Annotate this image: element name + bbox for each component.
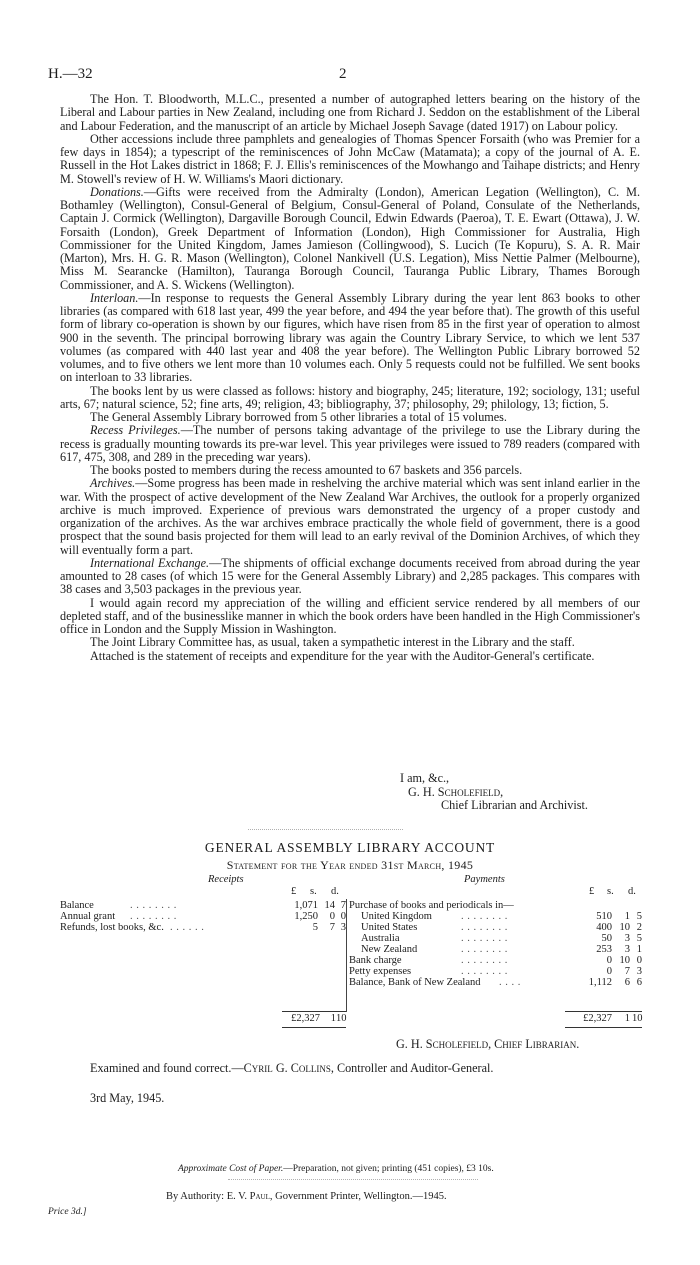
paragraph-lead: Interloan. bbox=[90, 290, 139, 305]
paragraph-text: I would again record my appreciation of the willing and efficient service rendered by all members of our depleted staff, and of the businesslike manner in which the book orders have been handled in the High Commissioner's office in London and the Supply Mission in Washington. bbox=[60, 595, 640, 636]
audit-lead: Examined and found correct.— bbox=[90, 1061, 244, 1075]
payment-row bbox=[349, 977, 642, 988]
shillings-value: 7 bbox=[329, 922, 335, 933]
signatory-title: Chief Librarian and Archivist. bbox=[441, 798, 588, 812]
total-shillings: 1 bbox=[330, 1013, 336, 1024]
payment-label: Australia bbox=[361, 933, 400, 944]
leader-dots: . . . . . . . . bbox=[130, 900, 177, 911]
shillings-value: 10 bbox=[619, 922, 630, 933]
body-paragraph bbox=[60, 477, 640, 557]
payment-row bbox=[349, 911, 642, 922]
payments-total bbox=[565, 1013, 642, 1025]
payments-total-underline bbox=[565, 1027, 642, 1028]
total-pence: 10 bbox=[336, 1013, 347, 1024]
paragraph-text: Other accessions include three pamphlets and genealogies of Thomas Spencer Forsaith (who was Premier for a few days in 1854); a typescript of the reminiscences of John McCaw (Matamata); a copy of the journal of A. E. Russell in the Hot Lakes district in 1868; F. J. Ellis's reminiscences of the Mowhango and Taihape districts; and Henry M. Stowell's review of H. W. Williams's Maori dictionary. bbox=[60, 131, 640, 186]
receipt-label: Balance bbox=[60, 900, 94, 911]
pence-value: 5 bbox=[636, 933, 642, 944]
pounds-value: 1,250 bbox=[294, 911, 318, 922]
pounds-heading: £ bbox=[291, 886, 297, 897]
payments-heading: Payments bbox=[464, 874, 505, 885]
receipt-row bbox=[60, 911, 346, 922]
audit-certificate bbox=[90, 1062, 493, 1075]
leader-dots: . . . . . . . . bbox=[461, 944, 508, 955]
body-paragraph bbox=[60, 411, 640, 424]
column-divider bbox=[346, 899, 347, 1012]
cost-note-lead: Approximate Cost of Paper. bbox=[178, 1164, 284, 1174]
payment-row bbox=[349, 944, 642, 955]
auditor-name: Cyril G. Collins bbox=[243, 1061, 331, 1075]
pence-value: 7 bbox=[340, 900, 346, 911]
paragraph-text: —Some progress has been made in reshelving the archive material which was sent inland earlier in the war. With the prospect of active development of the New Zealand War Archives, the outlook for a properly organized archive is much improved. Experience of previous wars demonstrated the urgency of a proper custody and organization of the archives. As the war archives embrace practically the whole field of government, there is a good prospect that the sound basis projected for them will lead to an early revival of the Dominion Archives, of which they will eventually form a part. bbox=[60, 476, 640, 557]
printer-name: E. V. Paul bbox=[226, 1191, 270, 1202]
shillings-value: 3 bbox=[624, 944, 630, 955]
imprint bbox=[166, 1191, 447, 1202]
paragraph-text: —In response to requests the General Assembly Library during the year lent 863 books to other libraries (as compared with 618 last year, 499 the year before, and 494 the year before that). The growth of this useful form of library co-operation is shown by our figures, which have risen from 85 in the first year of operation to almost 900 in the seventh. The principal borrowing library was again the Country Library Service, to which we lent 537 volumes (as compared with 440 last year and 408 the year before). The Wellington Public Library borrowed 52 volumes, and to five others we lent more than 10 volumes each. Only 5 requests could not be fulfilled. We sent books on interloan to 33 libraries. bbox=[60, 290, 640, 385]
body-paragraph bbox=[60, 464, 640, 477]
body-paragraph bbox=[60, 597, 640, 637]
body-paragraph bbox=[60, 93, 640, 133]
price: Price 3d.] bbox=[48, 1207, 87, 1217]
payments-total-rule bbox=[565, 1011, 642, 1012]
account-signature: G. H. Scholefield, Chief Librarian. bbox=[396, 1037, 580, 1051]
body-paragraph bbox=[60, 424, 640, 464]
pence-value: 3 bbox=[636, 966, 642, 977]
body-paragraph bbox=[60, 557, 640, 597]
imprint-suffix: , Government Printer, Wellington.—1945. bbox=[269, 1191, 447, 1202]
pence-value: 0 bbox=[636, 955, 642, 966]
paragraph-text: The books lent by us were classed as follows: history and biography, 245; literature, 192; sociology, 131; useful arts, 67; natural science, 52; fine arts, 49; religion, 43; bibliography, 37; philosophy, 29; philology, 13; fiction, 5. bbox=[60, 383, 640, 411]
leader-dots: . . . . . . . . bbox=[461, 933, 508, 944]
shillings-value: 6 bbox=[624, 977, 630, 988]
body-paragraph bbox=[60, 385, 640, 412]
auditor-role: , Controller and Auditor-General. bbox=[330, 1061, 494, 1075]
paragraph-lead: International Exchange. bbox=[90, 555, 210, 570]
account-subtitle: Statement for the Year ended 31st March, 1945 bbox=[226, 858, 474, 872]
receipt-label: Refunds, lost books, &c. bbox=[60, 922, 164, 933]
receipt-row bbox=[60, 900, 346, 911]
paragraph-lead: Archives. bbox=[90, 476, 136, 491]
pence-value: 6 bbox=[636, 977, 642, 988]
leader-dots: . . . . . . . . bbox=[130, 911, 177, 922]
pounds-value: 50 bbox=[601, 933, 612, 944]
total-pounds: £2,327 bbox=[291, 1013, 320, 1024]
total-pence: 10 bbox=[632, 1013, 643, 1024]
paragraph-text: The Joint Library Committee has, as usual, taken a sympathetic interest in the Library and the staff. bbox=[90, 635, 575, 650]
footer-divider bbox=[228, 1179, 478, 1180]
pence-heading: d. bbox=[628, 886, 636, 897]
paragraph-lead: Donations. bbox=[90, 184, 144, 199]
pence-value: 1 bbox=[636, 944, 642, 955]
shillings-value: 1 bbox=[624, 911, 630, 922]
paragraph-text: The General Assembly Library borrowed from 5 other libraries a total of 15 volumes. bbox=[90, 410, 507, 424]
leader-dots: . . . . . . . . bbox=[461, 966, 508, 977]
paragraph-text: —The shipments of official exchange documents received from abroad during the year amounted to 28 cases (of which 15 were for the General Assembly Library) and 2,285 packages. This compares with 38 cases and 3,503 packages in the previous year. bbox=[60, 555, 640, 597]
document-number: H.—32 bbox=[48, 66, 93, 82]
leader-dots: . . . . . . . . bbox=[461, 955, 508, 966]
audit-date: 3rd May, 1945. bbox=[90, 1091, 165, 1105]
pounds-value: 0 bbox=[606, 955, 612, 966]
pence-value: 5 bbox=[636, 911, 642, 922]
leader-dots: . . . . . . . . bbox=[461, 922, 508, 933]
signatory-name: G. H. Scholefield, bbox=[408, 785, 504, 799]
pounds-value: 1,071 bbox=[294, 900, 318, 911]
receipts-total bbox=[282, 1013, 346, 1025]
receipt-row bbox=[60, 922, 346, 933]
paragraph-text: The books posted to members during the recess amounted to 67 baskets and 356 parcels. bbox=[90, 463, 523, 477]
shillings-heading: s. bbox=[607, 886, 614, 897]
receipts-total-underline bbox=[282, 1027, 346, 1028]
paragraph-text: The Hon. T. Bloodworth, M.L.C., presented a number of autographed letters bearing on the history of the Liberal and Labour parties in New Zealand, including one from Richard J. Seddon on the establishment of the Liberal and Labour Federation, and the manuscript of an article by Michael Joseph Savage (dated 1917) on Labour policy. bbox=[60, 92, 640, 133]
body-paragraph bbox=[60, 186, 640, 292]
pence-value: 2 bbox=[636, 922, 642, 933]
payment-label: Petty expenses bbox=[349, 966, 412, 977]
paragraph-text: Attached is the statement of receipts and expenditure for the year with the Auditor-General's certificate. bbox=[90, 648, 595, 663]
shillings-heading: s. bbox=[310, 886, 317, 897]
pounds-value: 5 bbox=[312, 922, 318, 933]
shillings-value: 3 bbox=[624, 933, 630, 944]
total-pounds: £2,327 bbox=[583, 1013, 612, 1024]
leader-dots: . . . . bbox=[499, 977, 521, 988]
paragraph-text: —Gifts were received from the Admiralty (London), American Legation (Wellington), C. M. Bothamley (Wellington), Consul-General of Belgium, Consul-General of Poland, Consulate of the Netherlands, Captain J. Cormick (Wellington), Dargaville Borough Council, Edwin Edwards (Paeroa), T. E. Ewart (Ottawa), J. W. Forsaith (London), Greek Department of Information (London), High Commissioner for Australia, High Commissioner for the United Kingdom, James Jamieson (Collingwood), S. Lucich (Te Kopuru), S. A. R. Mair (Marton), Mrs. H. G. R. Mason (Wellington), Colonel Nankivell (U.S. Legation), Miss Nettie Palmer (Melbourne), Miss M. Searancke (Hamilton), Tauranga Borough Council, Tauranga Public Library, Thames Borough Commissioner, and A. S. Wickens (Wellington). bbox=[60, 184, 640, 292]
pounds-value: 400 bbox=[596, 922, 612, 933]
pounds-value: 0 bbox=[606, 966, 612, 977]
shillings-value: 14 bbox=[324, 900, 335, 911]
body-paragraph bbox=[60, 133, 640, 186]
paragraph-lead: Recess Privileges. bbox=[90, 423, 181, 438]
payment-label: New Zealand bbox=[361, 944, 418, 955]
payment-row bbox=[349, 966, 642, 977]
paragraph-text: —The number of persons taking advantage of the privilege to use the Library during the recess is gradually mounting towards its pre-war level. This year privileges were issued to 789 readers (compared with 617, 475, 308, and 289 in the preceding war years). bbox=[60, 423, 640, 464]
pounds-value: 253 bbox=[596, 944, 612, 955]
pounds-value: 1,112 bbox=[588, 977, 612, 988]
leader-dots: . . . . . . bbox=[170, 922, 205, 933]
shillings-value: 0 bbox=[329, 911, 335, 922]
section-divider bbox=[248, 829, 403, 830]
body-paragraph bbox=[60, 636, 640, 649]
cost-note-text: —Preparation, not given; printing (451 copies), £3 10s. bbox=[283, 1164, 494, 1174]
closing-line: I am, &c., bbox=[400, 771, 450, 785]
pence-value: 3 bbox=[340, 922, 346, 933]
body-paragraph bbox=[60, 292, 640, 385]
body-paragraph bbox=[60, 650, 640, 663]
payment-label: United States bbox=[361, 922, 418, 933]
pence-heading: d. bbox=[331, 886, 339, 897]
page-number: 2 bbox=[339, 66, 347, 82]
shillings-value: 7 bbox=[624, 966, 630, 977]
shillings-value: 10 bbox=[619, 955, 630, 966]
payment-row bbox=[349, 922, 642, 933]
payments-group-heading: Purchase of books and periodicals in— bbox=[349, 900, 514, 911]
payment-label: Bank charge bbox=[349, 955, 402, 966]
pounds-value: 510 bbox=[596, 911, 612, 922]
payment-label: Balance, Bank of New Zealand bbox=[349, 977, 481, 988]
account-title: GENERAL ASSEMBLY LIBRARY ACCOUNT bbox=[204, 840, 496, 855]
receipts-heading: Receipts bbox=[208, 874, 244, 885]
report-body bbox=[60, 93, 640, 663]
cost-note bbox=[178, 1164, 494, 1174]
leader-dots: . . . . . . . . bbox=[461, 911, 508, 922]
imprint-prefix: By Authority: bbox=[166, 1191, 227, 1202]
payment-row bbox=[349, 955, 642, 966]
pence-value: 0 bbox=[340, 911, 346, 922]
total-shillings: 1 bbox=[624, 1013, 630, 1024]
payment-row bbox=[349, 933, 642, 944]
receipt-label: Annual grant bbox=[60, 911, 116, 922]
pounds-heading: £ bbox=[589, 886, 595, 897]
receipts-total-rule bbox=[282, 1011, 346, 1012]
payment-label: United Kingdom bbox=[361, 911, 432, 922]
